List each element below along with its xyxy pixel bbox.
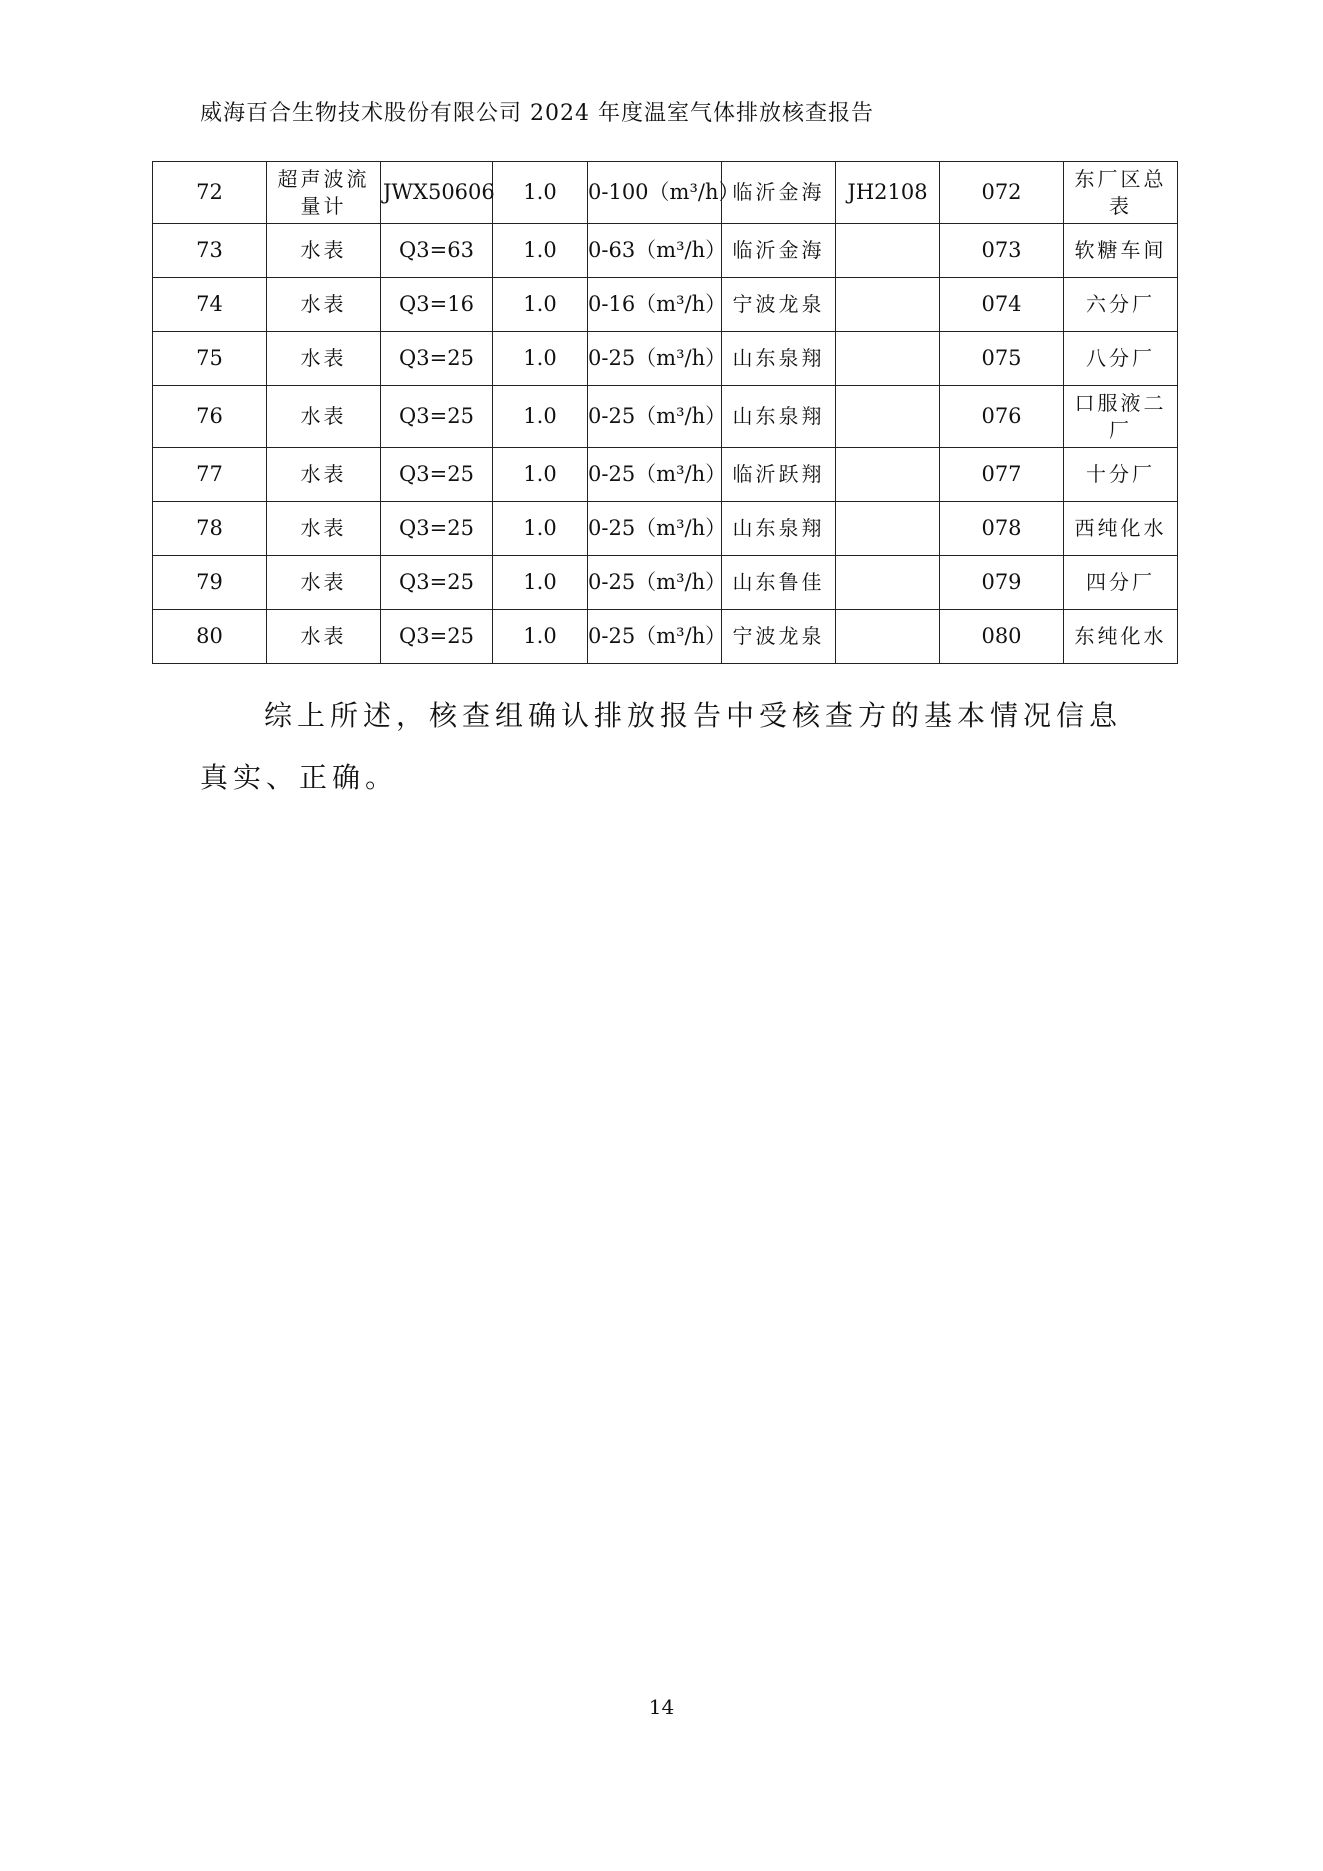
cell-model: JWX50606	[381, 162, 493, 224]
cell-maker: 临沂金海	[722, 162, 836, 224]
cell-location: 西纯化水	[1064, 502, 1178, 556]
cell-name: 水表	[267, 556, 381, 610]
cell-range: 0-25（m³/h）	[588, 556, 722, 610]
cell-serial	[836, 224, 940, 278]
cell-serial	[836, 610, 940, 664]
cell-code: 080	[940, 610, 1064, 664]
cell-name: 水表	[267, 610, 381, 664]
table-row	[153, 332, 1178, 386]
cell-name: 水表	[267, 332, 381, 386]
cell-grade: 1.0	[493, 502, 588, 556]
cell-code: 075	[940, 332, 1064, 386]
cell-model: Q3=63	[381, 224, 493, 278]
cell-no: 74	[153, 278, 267, 332]
cell-name: 水表	[267, 386, 381, 448]
cell-maker: 山东泉翔	[722, 386, 836, 448]
cell-grade: 1.0	[493, 556, 588, 610]
cell-location: 口服液二厂	[1064, 386, 1178, 448]
table-row	[153, 224, 1178, 278]
cell-range: 0-63（m³/h）	[588, 224, 722, 278]
cell-range: 0-25（m³/h）	[588, 332, 722, 386]
table-row	[153, 278, 1178, 332]
cell-location: 东纯化水	[1064, 610, 1178, 664]
cell-location: 四分厂	[1064, 556, 1178, 610]
cell-range: 0-25（m³/h）	[588, 610, 722, 664]
cell-serial: JH2108	[836, 162, 940, 224]
conclusion-paragraph: 综上所述，核查组确认排放报告中受核查方的基本情况信息真实、正确。	[200, 699, 1123, 794]
cell-range: 0-25（m³/h）	[588, 448, 722, 502]
cell-code: 078	[940, 502, 1064, 556]
table-row	[153, 386, 1178, 448]
cell-range: 0-25（m³/h）	[588, 386, 722, 448]
page-header: 威海百合生物技术股份有限公司 2024 年度温室气体排放核查报告	[200, 101, 874, 126]
cell-location: 十分厂	[1064, 448, 1178, 502]
cell-serial	[836, 278, 940, 332]
cell-serial	[836, 386, 940, 448]
cell-code: 079	[940, 556, 1064, 610]
cell-maker: 宁波龙泉	[722, 278, 836, 332]
cell-serial	[836, 502, 940, 556]
cell-model: Q3=25	[381, 502, 493, 556]
cell-range: 0-16（m³/h）	[588, 278, 722, 332]
cell-name: 水表	[267, 448, 381, 502]
cell-no: 76	[153, 386, 267, 448]
cell-no: 78	[153, 502, 267, 556]
cell-code: 073	[940, 224, 1064, 278]
table-row	[153, 162, 1178, 224]
cell-serial	[836, 448, 940, 502]
cell-model: Q3=16	[381, 278, 493, 332]
table-row	[153, 610, 1178, 664]
cell-location: 东厂区总表	[1064, 162, 1178, 224]
cell-no: 72	[153, 162, 267, 224]
cell-range: 0-100（m³/h）	[588, 162, 722, 224]
cell-model: Q3=25	[381, 332, 493, 386]
cell-maker: 临沂跃翔	[722, 448, 836, 502]
cell-location: 软糖车间	[1064, 224, 1178, 278]
cell-no: 79	[153, 556, 267, 610]
cell-grade: 1.0	[493, 386, 588, 448]
cell-model: Q3=25	[381, 556, 493, 610]
cell-code: 072	[940, 162, 1064, 224]
cell-maker: 山东泉翔	[722, 332, 836, 386]
cell-serial	[836, 556, 940, 610]
cell-grade: 1.0	[493, 332, 588, 386]
cell-maker: 临沂金海	[722, 224, 836, 278]
meter-table	[152, 161, 1178, 664]
cell-no: 73	[153, 224, 267, 278]
cell-location: 八分厂	[1064, 332, 1178, 386]
cell-code: 077	[940, 448, 1064, 502]
cell-name: 水表	[267, 502, 381, 556]
cell-no: 75	[153, 332, 267, 386]
cell-grade: 1.0	[493, 448, 588, 502]
cell-model: Q3=25	[381, 448, 493, 502]
cell-name: 超声波流量计	[267, 162, 381, 224]
cell-range: 0-25（m³/h）	[588, 502, 722, 556]
cell-serial	[836, 332, 940, 386]
cell-model: Q3=25	[381, 610, 493, 664]
table-row	[153, 556, 1178, 610]
cell-grade: 1.0	[493, 610, 588, 664]
cell-maker: 山东鲁佳	[722, 556, 836, 610]
table-row	[153, 448, 1178, 502]
cell-name: 水表	[267, 278, 381, 332]
cell-name: 水表	[267, 224, 381, 278]
page-number: 14	[648, 1695, 675, 1719]
cell-maker: 宁波龙泉	[722, 610, 836, 664]
cell-grade: 1.0	[493, 224, 588, 278]
cell-model: Q3=25	[381, 386, 493, 448]
cell-grade: 1.0	[493, 278, 588, 332]
cell-maker: 山东泉翔	[722, 502, 836, 556]
cell-grade: 1.0	[493, 162, 588, 224]
cell-code: 074	[940, 278, 1064, 332]
cell-code: 076	[940, 386, 1064, 448]
cell-location: 六分厂	[1064, 278, 1178, 332]
table-row	[153, 502, 1178, 556]
cell-no: 80	[153, 610, 267, 664]
cell-no: 77	[153, 448, 267, 502]
